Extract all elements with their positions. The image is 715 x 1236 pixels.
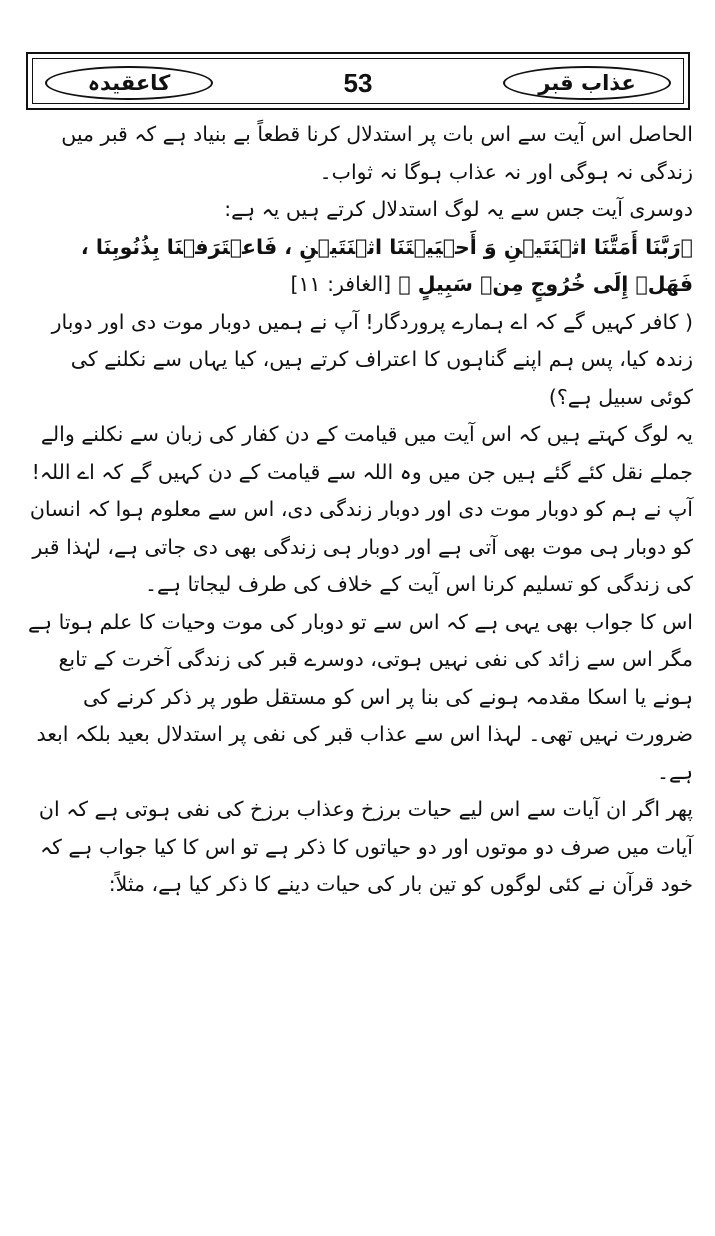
page-body <box>22 116 693 904</box>
page-header <box>26 52 690 110</box>
page-number: 53 <box>343 68 373 98</box>
paragraph-their-argument: یہ لوگ کہتے ہیں کہ اس آیت میں قیامت کے دن کفار کی زبان سے نکلنے والے جملے نقل کئے گئے ہیں جن میں وہ اللہ سے قیامت کے دن کہیں گے کہ اے اللہ! آپ نے ہم کو دوبار موت دی اور دوبار زندگی دی، اس سے معلوم ہوا کہ انسان کو دوبار ہی موت بھی آتی ہے اور دوبار ہی زندگی بھی دی جاتی ہے، لہٰذا قبر کی زندگی کو تسلیم کرنا اس آیت کے خلاف کی طرف لیجاتا ہے۔ <box>29 422 693 596</box>
paragraph-answer: اس کا جواب بھی یہی ہے کہ اس سے تو دوبار کی موت وحیات کا علم ہوتا ہے مگر اس سے زائد کی نفی نہیں ہوتی، دوسرے قبر کی زندگی آخرت کے تابع ہونے یا اسکا مقدمہ ہونے کی بنا پر اس کو مستقل طور پر ذکر کرنے کی ضرورت نہیں تھی۔ لہذا اس سے عذاب قبر کی نفی پر استدلال بعید بلکہ ابعد ہے۔ <box>28 609 693 784</box>
header-title-badge <box>503 66 671 100</box>
header-title: عذاب قبر <box>538 71 636 95</box>
verse-reference: [الغافر: ۱۱] <box>290 272 392 296</box>
quran-verse <box>22 229 693 304</box>
header-subtitle: کاعقیدہ <box>87 71 171 95</box>
paragraph-three-lives: پھر اگر ان آیات سے اس لیے حیات برزخ وعذاب برزخ کی نفی ہوتی ہے کہ ان آیات میں صرف دو موتوں اور دو حیاتوں کا ذکر ہے تو اس کا کیا جواب ہے کہ خود قرآن نے کئی لوگوں کو تین بار کی حیات دینے کا ذکر کیا ہے، مثلاً: <box>38 797 693 896</box>
paragraph-second-verse-intro: دوسری آیت جس سے یہ لوگ استدلال کرتے ہیں یہ ہے: <box>224 197 693 221</box>
paragraph-conclusion: الحاصل اس آیت سے اس بات پر استدلال کرنا قطعاً بے بنیاد ہے کہ قبر میں زندگی نہ ہوگی اور نہ عذاب ہوگا نہ ثواب۔ <box>61 122 693 184</box>
header-inner-frame <box>32 58 684 104</box>
verse-text: ﴿رَبَّنَا أَمَتَّنَا اثۡنَتَيۡنِ وَ أَحۡيَيۡتَنَا اثۡنَتَيۡنِ ، فَاعۡتَرَفۡنَا بِذُنُوبِنَا ، فَهَلۡ إِلَى خُرُوجٍ مِنۡ سَبِيلٍ ﴾ <box>80 234 693 296</box>
paragraph-verse-translation: ( کافر کہیں گے کہ اے ہمارے پروردگار! آپ نے ہمیں دوبار موت دی اور دوبار زندہ کیا، پس ہم اپنے گناہوں کا اعتراف کرتے ہیں، کیا یہاں سے نکلنے کی کوئی سبیل ہے؟) <box>51 309 693 409</box>
